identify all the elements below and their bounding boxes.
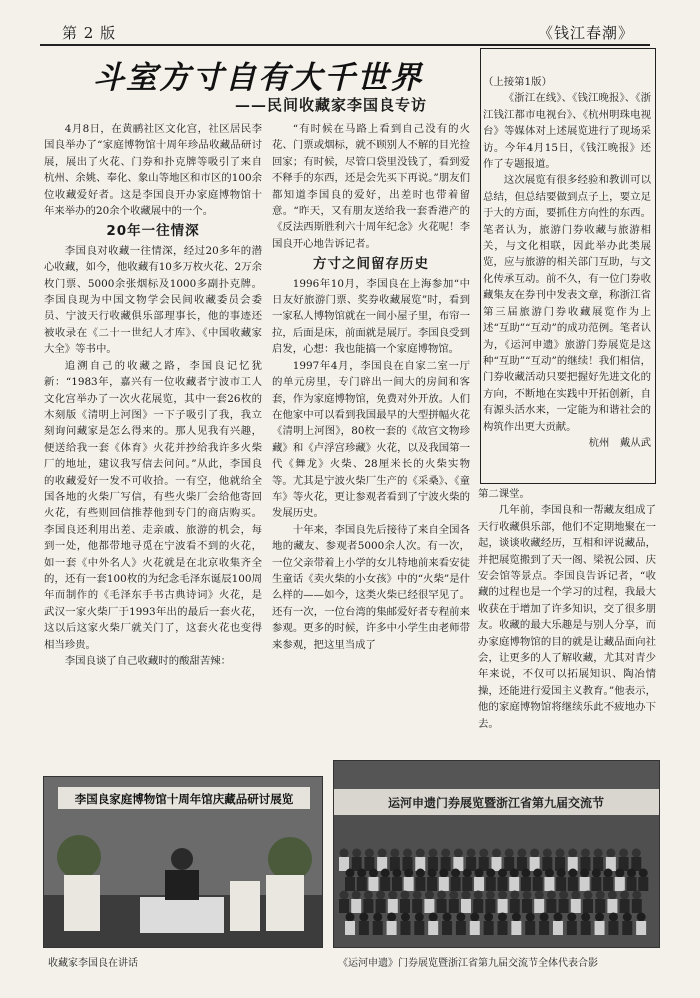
crowd-person xyxy=(615,869,624,878)
crowd-person xyxy=(608,891,617,900)
header-rule xyxy=(40,44,650,46)
crowd-person xyxy=(376,891,385,900)
paragraph: 追溯自己的收藏之路，李国良记忆犹新：“1983年，嘉兴有一位收藏者宁波市工人文化宫举办了一次火花展览，其中一套26枚的木刻版《清明上河图》一下子吸引了我，我立刻询问藏家是怎么得来的。那人见我有兴趣，便送给我一套《体育》火花并抄给我许多火柴厂的地址，建议我写信去问问。”从此，李国良的收藏爱好一发不可收拾。一有空，他就给全国各地的火柴厂写信，有些火柴厂会给他寄回火花，有些则回信推荐他到专门的商店购买。李国良还利用出差、走亲戚、旅游的机会，每到一处，他都带地寻觅在宁波看不到的火花，如一套《中外名人》火花就是在北京收集齐全的，还有一套100枚的为纪念毛泽东诞辰100周年而制作的《毛泽东手书古典诗词》火花，是武汉一家火柴厂于1993年出的最后一套火花，这以后这家火柴厂就关门了，这套火花也变得相当珍贵。 xyxy=(44,359,262,651)
crowd-person xyxy=(632,849,641,858)
crowd-person-body xyxy=(368,877,378,891)
crowd-person xyxy=(359,913,368,922)
crowd-person-body xyxy=(533,877,543,891)
crowd-person xyxy=(340,891,349,900)
crowd-person-body xyxy=(451,877,461,891)
crowd-person-body xyxy=(638,877,648,891)
crowd-person-body xyxy=(603,877,613,891)
paragraph: 李国良谈了自己收藏时的酸甜苦辣： xyxy=(64,655,232,667)
crowd-person xyxy=(352,891,361,900)
crowd-person-body xyxy=(357,877,367,891)
crowd-person-body xyxy=(595,899,605,913)
paragraph: 4月8日，在黄鹂社区文化宫，社区居民李国良举办了“家庭博物馆十周年珍品收藏品研讨展，展出了火花、门券和扑克牌等吸引了来自杭州、余姚、奉化、象山等地区和市区的100余位收藏爱好者。这是李国良开办家庭博物馆十年来举办的20余个收藏展中的一个。 xyxy=(44,123,262,218)
crowd-person xyxy=(606,849,615,858)
crowd-person-body xyxy=(345,921,355,935)
crowd-person xyxy=(517,849,526,858)
crowd-person-body xyxy=(567,921,577,935)
paragraph: 几年前，李国良和一帮藏友组成了天行收藏俱乐部，他们不定期地聚在一起，谈谈收藏经历，互相和评说藏品，并把展览搬到了天一阁、梁祝公园、庆安会馆等景点。李国良告诉记者，“收藏的过程也是一个学习的过程，我最大收获在于增加了许多知识，交了很多朋友。收藏的最大乐趣是与别人分享，而办家庭博物馆的目的就是让藏品面向社会，让更多的人了解收藏，尤其对青少年来说，不仅可以拓展知识、陶冶情操，还能进行爱国主义教育。”他表示，他的家庭博物馆将继续乐此不疲地办下去。 xyxy=(478,504,656,730)
paragraph: 李国良对收藏一往情深，经过20多年的潜心收藏，如今，他收藏有10多万枚火花、2万余枚门票、5000余张烟标及1000多副扑克牌。李国良现为中国文物学会民间收藏委员会委员、宁波天行收藏俱乐部理事长，他的事迹还被收录在《二十一世纪人才库》、《中国收藏家大全》等书中。 xyxy=(44,244,262,356)
crowd-person xyxy=(581,913,590,922)
crowd-person xyxy=(486,869,495,878)
crowd-person xyxy=(632,891,641,900)
crowd-person-body xyxy=(607,899,617,913)
crowd-person-body xyxy=(498,877,508,891)
crowd-person-body xyxy=(583,899,593,913)
crowd-person xyxy=(357,869,366,878)
crowd-person xyxy=(486,891,495,900)
crowd-person xyxy=(533,869,542,878)
crowd-person xyxy=(484,913,493,922)
crowd-person-body xyxy=(568,877,578,891)
crowd-person-body xyxy=(442,921,452,935)
crowd-person-body xyxy=(571,899,581,913)
crowd-person xyxy=(619,849,628,858)
crowd-person-body xyxy=(620,899,630,913)
crowd-person-body xyxy=(363,899,373,913)
crowd-person xyxy=(553,913,562,922)
crowd-person xyxy=(403,849,412,858)
crowd-person-body xyxy=(461,899,471,913)
crowd-person-body xyxy=(539,921,549,935)
crowd-person xyxy=(512,913,521,922)
crowd-person-body xyxy=(373,921,383,935)
crowd-person-body xyxy=(449,899,459,913)
crowd-person-body xyxy=(339,899,349,913)
crowd-person xyxy=(568,849,577,858)
crowd-person-body xyxy=(553,921,563,935)
paragraph: 这次展览有很多经验和教训可以总结，但总结要做到点子上，要立足于大的方面，要抓住方向性的东西。笔者认为，旅游门券收藏与旅游相关，与文化相联，因此举办此类展览，应与旅游的相关部门互助，与文化传承互动。前不久，有一位门券收藏集友在券刊中发表文章，称浙江省第三届旅游门券收藏展览作为上述“互助”“互动”的成功范例。笔者认为，《运河申遗》旅游门券展览是这种“互助”“互动”的继续！我们相信，门券收藏活动只要把握好先进文化的方向，不断地在实践中开拓创新，自有源头活水来，一定能为和谐社会的构筑作出更大贡献。 xyxy=(483,174,651,433)
crowd-person-body xyxy=(521,877,531,891)
crowd-person xyxy=(623,913,632,922)
photo-speech-image xyxy=(44,777,322,947)
crowd-person xyxy=(462,891,471,900)
crowd-person-body xyxy=(415,877,425,891)
crowd-person xyxy=(592,869,601,878)
crowd-person-body xyxy=(622,921,632,935)
photo-group xyxy=(333,760,660,948)
crowd-person-body xyxy=(522,899,532,913)
crowd-person xyxy=(571,891,580,900)
crowd-person xyxy=(401,891,410,900)
paragraph: “有时候在马路上看到自己没有的火花、门票或烟标，就不顾别人不解的目光捡回家；有时候，尽管口袋里没钱了，看到爱不释手的东西，还是会先买下再说。”朋友们都知道李国良的爱好，出差时也带着留意。“昨天，又有朋友送给我一套香港产的《反法西斯胜利六十周年纪念》火花呢！李国良开心地告诉记者。 xyxy=(272,123,470,250)
crowd-person xyxy=(547,891,556,900)
crowd-person-body xyxy=(339,857,349,871)
crowd-person xyxy=(526,913,535,922)
crowd-person xyxy=(413,891,422,900)
crowd-person xyxy=(443,913,452,922)
crowd-person xyxy=(441,849,450,858)
crowd-person xyxy=(594,849,603,858)
crowd-person xyxy=(416,869,425,878)
photo-group-banner: 运河申遗门券展览暨浙江省第九届交流节 xyxy=(387,796,605,810)
crowd-person xyxy=(530,849,539,858)
crowd-person-body xyxy=(510,899,520,913)
crowd-person xyxy=(369,869,378,878)
crowd-person xyxy=(543,849,552,858)
crowd-person-body xyxy=(414,921,424,935)
crowd-person xyxy=(428,849,437,858)
crowd-person xyxy=(463,869,472,878)
crowd-person xyxy=(596,891,605,900)
crowd-person-body xyxy=(595,921,605,935)
crowd-person xyxy=(584,891,593,900)
page-number: 第 2 版 xyxy=(62,24,117,42)
crowd-person xyxy=(604,869,613,878)
crowd-person xyxy=(556,849,565,858)
crowd-person-body xyxy=(473,899,483,913)
section-heading: 20年一往情深 xyxy=(106,223,200,240)
crowd-person xyxy=(340,849,349,858)
author-signoff: 杭州 戴从武 xyxy=(588,436,651,449)
paragraph: 1997年4月，李国良在自家二室一厅的单元房里，专门辟出一间大的房间和客套，作为家庭博物馆，免费对外开放。人们在他家中可以看到我国最早的大型拼幅火花《清明上河图》，80枚一套的《故宫文物珍藏》和《卢浮宫珍藏》火花，以及我国第一代《舞龙》火柴、28厘米长的火柴实物等。尤其是宁波火柴厂生产的《采桑》、《童车》等火花，更让参观者看到了宁波火柴的发展历史。 xyxy=(272,359,470,520)
crowd-person xyxy=(373,913,382,922)
crowd-person xyxy=(415,913,424,922)
crowd-person xyxy=(545,869,554,878)
crowd-person-body xyxy=(486,877,496,891)
crowd-person-body xyxy=(400,899,410,913)
crowd-person-body xyxy=(439,877,449,891)
crowd-person-body xyxy=(456,921,466,935)
crowd-person-body xyxy=(412,899,422,913)
column-2 xyxy=(272,121,470,653)
crowd-person-body xyxy=(470,921,480,935)
crowd-person xyxy=(416,849,425,858)
crowd-person xyxy=(595,913,604,922)
crowd-person xyxy=(479,849,488,858)
crowd-person-body xyxy=(615,877,625,891)
crowd-person-body xyxy=(525,921,535,935)
crowd-person-body xyxy=(484,921,494,935)
crowd-person-body xyxy=(404,877,414,891)
crowd-person xyxy=(498,913,507,922)
crowd-person-body xyxy=(559,899,569,913)
crowd-person-body xyxy=(387,921,397,935)
paragraph: 十年来，李国良先后接待了来自全国各地的藏友、参观者5000余人次。有一次，一位父亲带着上小学的女儿特地前来看安徒生童话《卖火柴的小女孩》中的“火柴”是什么样的——如今，这类火柴已经很罕见了。还有一次，一位台湾的集邮爱好者专程前来参观。更多的时候，许多中小学生由老师带来参观，把这里当成了 xyxy=(272,523,470,651)
crowd-person xyxy=(401,913,410,922)
crowd-person xyxy=(535,891,544,900)
paragraph: 《浙江在线》、《钱江晚报》、《浙江钱江都市电视台》、《杭州明珠电视台》等媒体对上述展览进行了现场采访。今年4月15日，《钱江晚报》还作了专题报道。 xyxy=(483,92,651,171)
crowd-person xyxy=(637,913,646,922)
crowd-person xyxy=(428,869,437,878)
crowd-person xyxy=(388,891,397,900)
photo-group-caption: 《运河申遗》门券展览暨浙江省第九届交流节全体代表合影 xyxy=(338,958,598,969)
crowd-person-body xyxy=(392,877,402,891)
crowd-person-body xyxy=(608,921,618,935)
crowd-person xyxy=(581,849,590,858)
crowd-person-body xyxy=(474,877,484,891)
crowd-person xyxy=(449,891,458,900)
crowd-person xyxy=(378,849,387,858)
column-1 xyxy=(44,121,262,669)
crowd-person-body xyxy=(632,899,642,913)
crowd-person-body xyxy=(546,899,556,913)
crowd-person xyxy=(521,869,530,878)
crowd-person xyxy=(451,869,460,878)
crowd-person xyxy=(492,849,501,858)
crowd-person-body xyxy=(580,877,590,891)
crowd-person xyxy=(437,891,446,900)
column-4 xyxy=(478,486,656,732)
article-subtitle: ——民间收藏家李国良专访 xyxy=(235,96,428,114)
crowd-person xyxy=(505,849,514,858)
crowd-person xyxy=(580,869,589,878)
paper-name: 《钱江春潮》 xyxy=(537,24,634,42)
crowd-person-body xyxy=(345,877,355,891)
crowd-person xyxy=(559,891,568,900)
photo-speech-caption: 收藏家李国良在讲话 xyxy=(48,958,138,969)
crowd-person-body xyxy=(351,899,361,913)
crowd-person xyxy=(387,913,396,922)
crowd-person-body xyxy=(627,877,637,891)
crowd-person-body xyxy=(556,877,566,891)
crowd-person-body xyxy=(511,921,521,935)
crowd-person-body xyxy=(388,899,398,913)
crowd-person xyxy=(510,869,519,878)
crowd-person xyxy=(392,869,401,878)
paragraph: （上接第1版） xyxy=(483,76,552,88)
crowd-person-body xyxy=(591,877,601,891)
crowd-person-body xyxy=(359,921,369,935)
crowd-person xyxy=(609,913,618,922)
crowd-person-body xyxy=(437,899,447,913)
crowd-person xyxy=(557,869,566,878)
crowd-person-body xyxy=(492,857,502,871)
crowd-person xyxy=(523,891,532,900)
crowd-person-body xyxy=(534,899,544,913)
crowd-person xyxy=(470,913,479,922)
crowd-person xyxy=(364,891,373,900)
crowd-person xyxy=(352,849,361,858)
photo-speech xyxy=(43,776,323,948)
crowd-person xyxy=(568,869,577,878)
photo-group-image xyxy=(334,761,659,947)
crowd-person-body xyxy=(400,921,410,935)
crowd-person-body xyxy=(428,921,438,935)
crowd-person-body xyxy=(376,899,386,913)
crowd-person-body xyxy=(462,877,472,891)
crowd-person xyxy=(467,849,476,858)
crowd-person xyxy=(639,869,648,878)
crowd-person xyxy=(475,869,484,878)
crowd-person xyxy=(498,869,507,878)
column-3-boxed xyxy=(483,74,651,451)
crowd-person xyxy=(567,913,576,922)
paragraph: 第二课堂。 xyxy=(478,488,530,500)
crowd-person-body xyxy=(380,877,390,891)
crowd-person-body xyxy=(636,921,646,935)
crowd-person xyxy=(620,891,629,900)
crowd-person-body xyxy=(427,877,437,891)
crowd-person xyxy=(454,849,463,858)
crowd-person xyxy=(365,849,374,858)
crowd-person xyxy=(627,869,636,878)
crowd-person xyxy=(540,913,549,922)
crowd-person xyxy=(474,891,483,900)
crowd-person-body xyxy=(498,921,508,935)
crowd-person xyxy=(498,891,507,900)
crowd-person xyxy=(439,869,448,878)
crowd-person xyxy=(456,913,465,922)
crowd-person-body xyxy=(509,877,519,891)
crowd-person-body xyxy=(485,899,495,913)
crowd-person xyxy=(404,869,413,878)
crowd-person-body xyxy=(498,899,508,913)
article-title: 斗室方寸自有大千世界 xyxy=(93,60,423,96)
crowd-person xyxy=(390,849,399,858)
crowd-person xyxy=(510,891,519,900)
paragraph: 1996年10月，李国良在上海参加“中日友好旅游门票、奖券收藏展览”时，看到一家私人博物馆就在一间小屋子里，布帘一拉，后面是床，前面就是展厅。李国良受到启发，心想：我也能搞一个家庭博物馆。 xyxy=(272,277,470,356)
crowd-person-body xyxy=(544,877,554,891)
crowd-person xyxy=(429,913,438,922)
crowd-person xyxy=(425,891,434,900)
photo-speech-banner: 李国良家庭博物馆十周年馆庆藏品研讨展览 xyxy=(74,792,294,806)
crowd-person xyxy=(381,869,390,878)
crowd-person-body xyxy=(581,921,591,935)
section-heading: 方寸之间留存历史 xyxy=(313,256,429,273)
crowd-person-body xyxy=(424,899,434,913)
crowd-person xyxy=(346,869,355,878)
crowd-person xyxy=(346,913,355,922)
